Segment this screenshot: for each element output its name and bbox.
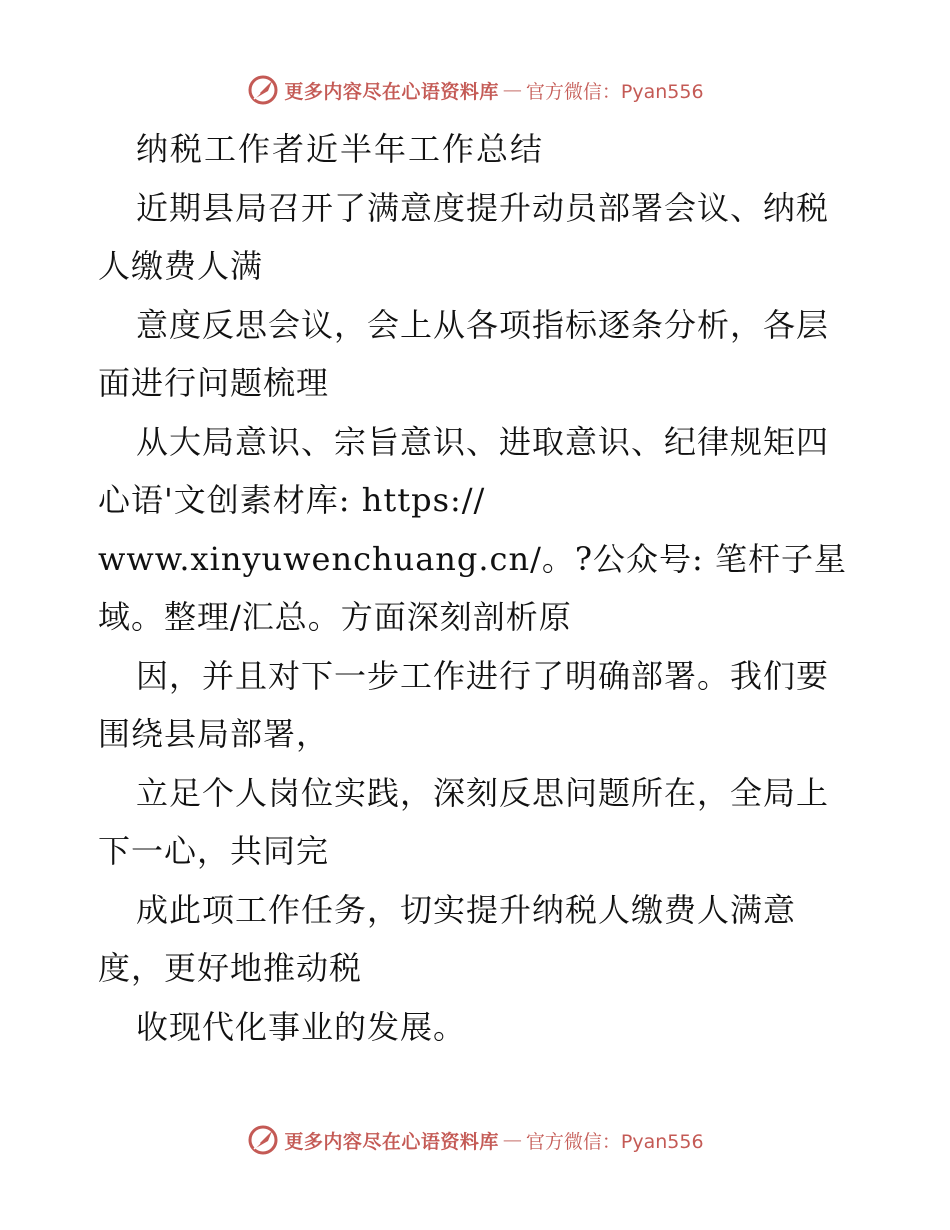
paragraph-line: 因，并且对下一步工作进行了明确部署。我们要	[136, 656, 830, 695]
header-banner-inner	[246, 73, 703, 107]
header-banner	[0, 70, 950, 110]
paragraph-line: 面进行问题梳理	[98, 364, 330, 402]
footer-brand-text: 更多内容尽在心语资料库	[284, 1130, 499, 1153]
footer-dash: —	[502, 1129, 522, 1151]
paragraph-line: 收现代化事业的发展。	[136, 1007, 467, 1046]
document-body	[98, 120, 858, 1056]
quill-logo-icon	[246, 1123, 280, 1157]
paragraph-line: 近期县局召开了满意度提升动员部署会议、纳税	[136, 188, 830, 227]
footer-wechat-text: 官方微信：Pyan556	[525, 1130, 704, 1153]
paragraph-line: 立足个人岗位实践，深刻反思问题所在，全局上	[136, 773, 830, 812]
paragraph-line: 下一心，共同完	[98, 832, 330, 870]
header-dash: —	[502, 79, 522, 101]
header-wechat-text: 官方微信：Pyan556	[525, 80, 704, 103]
quill-logo-icon	[246, 73, 280, 107]
paragraph-line: 从大局意识、宗旨意识、进取意识、纪律规矩四	[136, 422, 830, 461]
footer-banner	[0, 1120, 950, 1160]
paragraph-line: 人缴费人满	[98, 247, 264, 285]
footer-banner-inner	[246, 1123, 703, 1157]
paragraph-line: 意度反思会议，会上从各项指标逐条分析，各层	[136, 305, 830, 344]
paragraph-line: 成此项工作任务，切实提升纳税人缴费人满意	[136, 890, 797, 929]
paragraph-line: 度，更好地推动税	[98, 949, 363, 987]
paragraph-line: www.xinyuwenchuang.cn/。?公众号: 笔杆子星	[98, 539, 847, 578]
header-brand-text: 更多内容尽在心语资料库	[284, 80, 499, 103]
paragraph-line: 域。整理/汇总。方面深刻剖析原	[98, 598, 572, 636]
paragraph-line: 心语'文创素材库: https://	[98, 481, 486, 519]
document-title: 纳税工作者近半年工作总结	[136, 130, 545, 168]
paragraph-line: 围绕县局部署，	[98, 715, 330, 753]
